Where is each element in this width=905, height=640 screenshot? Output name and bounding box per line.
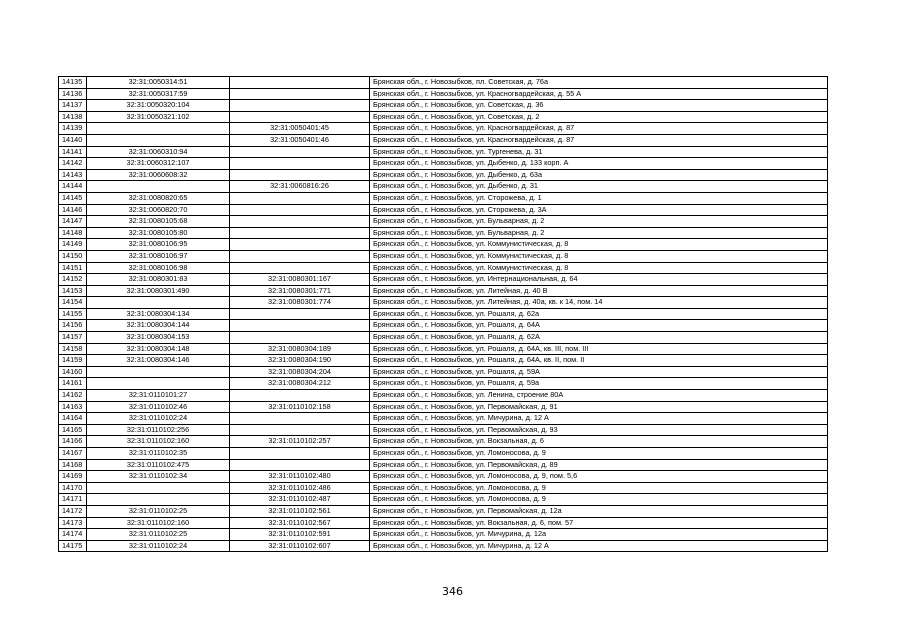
address-cell: Брянская обл., г. Новозыбков, ул. Красногвардейская, д. 87 [370,123,828,135]
linked-cadastral-number-cell: 32:31:0110102:607 [230,540,370,552]
row-number-cell: 14141 [59,146,87,158]
cadastral-number-cell: 32:31:0080106:95 [87,239,230,251]
linked-cadastral-number-cell: 32:31:0080301:774 [230,297,370,309]
cadastral-number-cell: 32:31:0080105:80 [87,227,230,239]
address-cell: Брянская обл., г. Новозыбков, ул. Ломоносова, д. 9 [370,482,828,494]
table-row [59,436,828,448]
cadastral-number-cell: 32:31:0060310:94 [87,146,230,158]
row-number-cell: 14154 [59,297,87,309]
row-number-cell: 14142 [59,158,87,170]
table-row [59,134,828,146]
linked-cadastral-number-cell [230,169,370,181]
linked-cadastral-number-cell [230,111,370,123]
linked-cadastral-number-cell [230,459,370,471]
table-row [59,378,828,390]
table-row [59,111,828,123]
linked-cadastral-number-cell [230,424,370,436]
linked-cadastral-number-cell [230,413,370,425]
table-row [59,517,828,529]
address-cell: Брянская обл., г. Новозыбков, ул. Ломоносова, д. 9 [370,494,828,506]
linked-cadastral-number-cell [230,390,370,402]
table-row [59,192,828,204]
linked-cadastral-number-cell: 32:31:0110102:480 [230,471,370,483]
cadastral-number-cell: 32:31:0050314:51 [87,77,230,89]
linked-cadastral-number-cell: 32:31:0080301:167 [230,274,370,286]
cadastral-number-cell: 32:31:0110102:35 [87,448,230,460]
linked-cadastral-number-cell: 32:31:0080304:204 [230,366,370,378]
cadastral-number-cell: 32:31:0080304:134 [87,308,230,320]
linked-cadastral-number-cell [230,146,370,158]
table-row [59,274,828,286]
table-row [59,482,828,494]
table-row [59,332,828,344]
row-number-cell: 14161 [59,378,87,390]
table-row [59,471,828,483]
linked-cadastral-number-cell: 32:31:0110102:487 [230,494,370,506]
table-row [59,424,828,436]
address-cell: Брянская обл., г. Новозыбков, ул. Советская, д. 2 [370,111,828,123]
linked-cadastral-number-cell [230,216,370,228]
row-number-cell: 14163 [59,401,87,413]
cadastral-number-cell: 32:31:0110102:25 [87,529,230,541]
row-number-cell: 14152 [59,274,87,286]
linked-cadastral-number-cell: 32:31:0080304:189 [230,343,370,355]
table-row [59,366,828,378]
cadastral-number-cell: 32:31:0110102:160 [87,517,230,529]
row-number-cell: 14145 [59,192,87,204]
address-cell: Брянская обл., г. Новозыбков, ул. Рошаля, д. 64А, кв. II, пом. II [370,355,828,367]
row-number-cell: 14168 [59,459,87,471]
table-row [59,158,828,170]
row-number-cell: 14148 [59,227,87,239]
linked-cadastral-number-cell [230,250,370,262]
table-row [59,100,828,112]
address-cell: Брянская обл., г. Новозыбков, ул. Вокзальная, д. 6 [370,436,828,448]
linked-cadastral-number-cell: 32:31:0080304:212 [230,378,370,390]
linked-cadastral-number-cell [230,308,370,320]
linked-cadastral-number-cell [230,77,370,89]
table-row [59,448,828,460]
row-number-cell: 14166 [59,436,87,448]
table-row [59,262,828,274]
address-cell: Брянская обл., г. Новозыбков, ул. Ленина, строение 80А [370,390,828,402]
address-cell: Брянская обл., г. Новозыбков, ул. Бульварная, д. 2 [370,216,828,228]
address-cell: Брянская обл., г. Новозыбков, пл. Советская, д. 76а [370,77,828,89]
row-number-cell: 14158 [59,343,87,355]
row-number-cell: 14146 [59,204,87,216]
address-cell: Брянская обл., г. Новозыбков, ул. Тургенева, д. 31 [370,146,828,158]
row-number-cell: 14174 [59,529,87,541]
address-cell: Брянская обл., г. Новозыбков, ул. Литейная, д. 40 В [370,285,828,297]
table-row [59,216,828,228]
cadastral-number-cell: 32:31:0050317:59 [87,88,230,100]
address-cell: Брянская обл., г. Новозыбков, ул. Красногвардейская, д. 55 А [370,88,828,100]
linked-cadastral-number-cell [230,262,370,274]
linked-cadastral-number-cell: 32:31:0110102:158 [230,401,370,413]
row-number-cell: 14137 [59,100,87,112]
cadastral-number-cell: 32:31:0110102:24 [87,540,230,552]
cadastral-number-cell: 32:31:0110102:256 [87,424,230,436]
table-row [59,250,828,262]
table-row [59,77,828,89]
cadastral-number-cell: 32:31:0110102:475 [87,459,230,471]
cadastral-number-cell: 32:31:0110102:24 [87,413,230,425]
address-cell: Брянская обл., г. Новозыбков, ул. Мичурина, д. 12 А [370,413,828,425]
linked-cadastral-number-cell: 32:31:0050401:45 [230,123,370,135]
table-row [59,494,828,506]
address-cell: Брянская обл., г. Новозыбков, ул. Красногвардейская, д. 87 [370,134,828,146]
address-cell: Брянская обл., г. Новозыбков, ул. Интернациональная, д. 64 [370,274,828,286]
row-number-cell: 14149 [59,239,87,251]
page-number: 346 [442,585,463,598]
table-row [59,308,828,320]
address-cell: Брянская обл., г. Новозыбков, ул. Первомайская, д. 91 [370,401,828,413]
row-number-cell: 14173 [59,517,87,529]
address-cell: Брянская обл., г. Новозыбков, ул. Сторожева, д. 3А [370,204,828,216]
row-number-cell: 14147 [59,216,87,228]
address-cell: Брянская обл., г. Новозыбков, ул. Коммунистическая, д. 8 [370,262,828,274]
row-number-cell: 14155 [59,308,87,320]
linked-cadastral-number-cell [230,100,370,112]
row-number-cell: 14167 [59,448,87,460]
cadastral-number-cell: 32:31:0080105:68 [87,216,230,228]
row-number-cell: 14150 [59,250,87,262]
row-number-cell: 14143 [59,169,87,181]
address-cell: Брянская обл., г. Новозыбков, ул. Коммунистическая, д. 8 [370,239,828,251]
table-row [59,204,828,216]
row-number-cell: 14136 [59,88,87,100]
table-row [59,540,828,552]
cadastral-number-cell: 32:31:0060608:32 [87,169,230,181]
row-number-cell: 14139 [59,123,87,135]
linked-cadastral-number-cell: 32:31:0050401:46 [230,134,370,146]
cadastral-number-cell: 32:31:0080301:490 [87,285,230,297]
table-row [59,401,828,413]
linked-cadastral-number-cell: 32:31:0080304:190 [230,355,370,367]
row-number-cell: 14172 [59,505,87,517]
address-cell: Брянская обл., г. Новозыбков, ул. Бульварная, д. 2 [370,227,828,239]
cadastral-number-cell: 32:31:0080106:97 [87,250,230,262]
row-number-cell: 14175 [59,540,87,552]
linked-cadastral-number-cell [230,227,370,239]
address-cell: Брянская обл., г. Новозыбков, ул. Первомайская, д. 93 [370,424,828,436]
table-row [59,169,828,181]
address-cell: Брянская обл., г. Новозыбков, ул. Рошаля, д. 62а [370,308,828,320]
linked-cadastral-number-cell: 32:31:0060816:26 [230,181,370,193]
row-number-cell: 14165 [59,424,87,436]
table-row [59,413,828,425]
table-row [59,343,828,355]
row-number-cell: 14159 [59,355,87,367]
cadastral-number-cell [87,494,230,506]
linked-cadastral-number-cell [230,88,370,100]
table-row [59,459,828,471]
address-cell: Брянская обл., г. Новозыбков, ул. Первомайская, д. 89 [370,459,828,471]
row-number-cell: 14156 [59,320,87,332]
cadastral-number-cell: 32:31:0110102:25 [87,505,230,517]
cadastral-number-cell [87,181,230,193]
row-number-cell: 14164 [59,413,87,425]
address-cell: Брянская обл., г. Новозыбков, ул. Ломоносова, д. 9 [370,448,828,460]
linked-cadastral-number-cell: 32:31:0110102:486 [230,482,370,494]
cadastral-number-cell [87,482,230,494]
cadastral-number-cell: 32:31:0110102:34 [87,471,230,483]
linked-cadastral-number-cell [230,332,370,344]
cadastral-number-cell [87,123,230,135]
cadastral-number-cell [87,378,230,390]
address-cell: Брянская обл., г. Новозыбков, ул. Литейная, д. 40а, кв. к 14, пом. 14 [370,297,828,309]
linked-cadastral-number-cell: 32:31:0110102:591 [230,529,370,541]
table-row [59,123,828,135]
cadastral-number-cell: 32:31:0080304:148 [87,343,230,355]
cadastral-number-cell: 32:31:0080301:83 [87,274,230,286]
row-number-cell: 14171 [59,494,87,506]
cadastral-number-cell [87,134,230,146]
cadastral-number-cell: 32:31:0050321:102 [87,111,230,123]
cadastral-number-cell [87,366,230,378]
cadastral-number-cell: 32:31:0050320:104 [87,100,230,112]
registry-table-body [59,77,828,552]
linked-cadastral-number-cell [230,448,370,460]
cadastral-number-cell: 32:31:0110102:46 [87,401,230,413]
table-row [59,181,828,193]
cadastral-number-cell: 32:31:0080820:65 [87,192,230,204]
address-cell: Брянская обл., г. Новозыбков, ул. Дыбенко, д. 31 [370,181,828,193]
row-number-cell: 14169 [59,471,87,483]
row-number-cell: 14138 [59,111,87,123]
address-cell: Брянская обл., г. Новозыбков, ул. Дыбенко, д. 63а [370,169,828,181]
address-cell: Брянская обл., г. Новозыбков, ул. Рошаля, д. 62А [370,332,828,344]
linked-cadastral-number-cell [230,158,370,170]
row-number-cell: 14151 [59,262,87,274]
cadastral-number-cell: 32:31:0080304:144 [87,320,230,332]
table-row [59,285,828,297]
linked-cadastral-number-cell: 32:31:0110102:567 [230,517,370,529]
row-number-cell: 14162 [59,390,87,402]
address-cell: Брянская обл., г. Новозыбков, ул. Сторожева, д. 1 [370,192,828,204]
row-number-cell: 14153 [59,285,87,297]
linked-cadastral-number-cell [230,239,370,251]
table-row [59,390,828,402]
linked-cadastral-number-cell: 32:31:0110102:257 [230,436,370,448]
row-number-cell: 14135 [59,77,87,89]
table-row [59,297,828,309]
address-cell: Брянская обл., г. Новозыбков, ул. Мичурина, д. 12а [370,529,828,541]
row-number-cell: 14170 [59,482,87,494]
address-cell: Брянская обл., г. Новозыбков, ул. Ломоносова, д. 9, пом. 5,6 [370,471,828,483]
table-row [59,146,828,158]
cadastral-number-cell: 32:31:0110102:160 [87,436,230,448]
registry-table [58,76,828,552]
row-number-cell: 14144 [59,181,87,193]
table-row [59,88,828,100]
linked-cadastral-number-cell: 32:31:0110102:561 [230,505,370,517]
cadastral-number-cell: 32:31:0110101:27 [87,390,230,402]
address-cell: Брянская обл., г. Новозыбков, ул. Рошаля, д. 59а [370,378,828,390]
address-cell: Брянская обл., г. Новозыбков, ул. Советская, д. 36 [370,100,828,112]
table-row [59,529,828,541]
address-cell: Брянская обл., г. Новозыбков, ул. Первомайская, д. 12а [370,505,828,517]
cadastral-number-cell: 32:31:0080106:98 [87,262,230,274]
table-row [59,227,828,239]
address-cell: Брянская обл., г. Новозыбков, ул. Рошаля, д. 64А, кв. III, пом. III [370,343,828,355]
address-cell: Брянская обл., г. Новозыбков, ул. Мичурина, д. 12 А [370,540,828,552]
cadastral-number-cell [87,297,230,309]
address-cell: Брянская обл., г. Новозыбков, ул. Коммунистическая, д. 8 [370,250,828,262]
table-row [59,355,828,367]
linked-cadastral-number-cell: 32:31:0080301:771 [230,285,370,297]
cadastral-number-cell: 32:31:0080304:146 [87,355,230,367]
address-cell: Брянская обл., г. Новозыбков, ул. Вокзальная, д. 6, пом. 57 [370,517,828,529]
cadastral-number-cell: 32:31:0080304:153 [87,332,230,344]
row-number-cell: 14140 [59,134,87,146]
linked-cadastral-number-cell [230,320,370,332]
address-cell: Брянская обл., г. Новозыбков, ул. Рошаля, д. 59А [370,366,828,378]
cadastral-number-cell: 32:31:0060820:70 [87,204,230,216]
table-row [59,320,828,332]
table-row [59,239,828,251]
row-number-cell: 14160 [59,366,87,378]
address-cell: Брянская обл., г. Новозыбков, ул. Дыбенко, д. 133 корп. А [370,158,828,170]
address-cell: Брянская обл., г. Новозыбков, ул. Рошаля, д. 64А [370,320,828,332]
cadastral-number-cell: 32:31:0060312:107 [87,158,230,170]
linked-cadastral-number-cell [230,192,370,204]
row-number-cell: 14157 [59,332,87,344]
linked-cadastral-number-cell [230,204,370,216]
table-row [59,505,828,517]
